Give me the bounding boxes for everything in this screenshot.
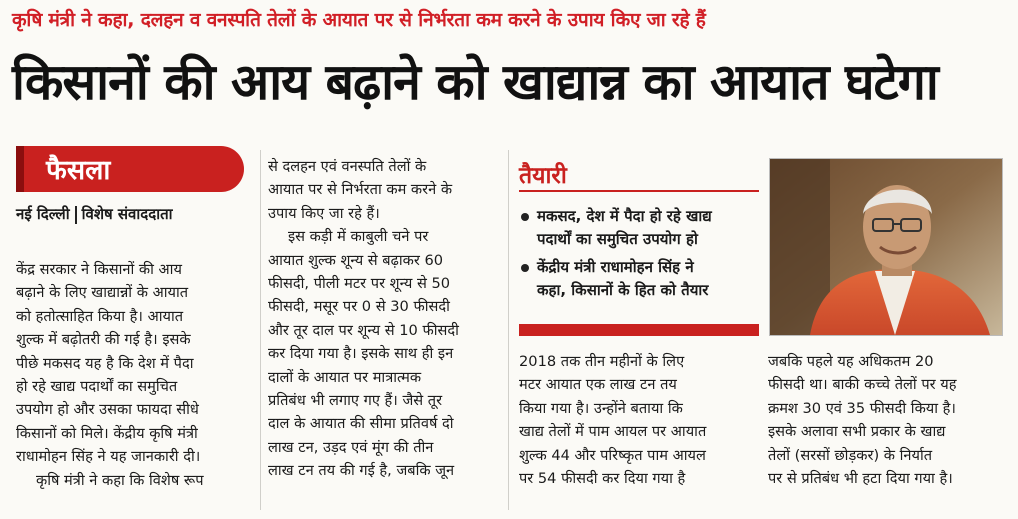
text-line: हो रहे खाद्य पदार्थों का समुचित bbox=[16, 378, 178, 396]
text-line: जबकि पहले यह अधिकतम 20 bbox=[768, 353, 934, 370]
text-line: फीसदी, मसूर पर 0 से 30 फीसदी bbox=[268, 298, 450, 316]
bullet-icon bbox=[521, 213, 529, 221]
text-line: से दलहन एवं वनस्पति तेलों के bbox=[268, 158, 427, 175]
text-line: किसानों को मिले। केंद्रीय कृषि मंत्री bbox=[16, 424, 198, 442]
text-line: मटर आयात एक लाख टन तय bbox=[519, 376, 677, 394]
text-line: दाल के आयात की सीमा प्रतिवर्ष दो bbox=[268, 415, 454, 433]
text-line: इसके अलावा सभी प्रकार के खाद्य bbox=[768, 423, 946, 441]
column-divider bbox=[508, 150, 509, 510]
text-line: बढ़ाने के लिए खाद्यान्नों के आयात bbox=[16, 284, 189, 302]
bullet-line: कहा, किसानों के हित को तैयार bbox=[537, 281, 709, 299]
portrait-image bbox=[770, 159, 1002, 335]
bullet-line: मकसद, देश में पैदा हो रहे खाद्य bbox=[537, 207, 712, 225]
text-line: तेलों (सरसों छोड़कर) के निर्यात bbox=[768, 446, 933, 464]
bullet-line: केंद्रीय मंत्री राधामोहन सिंह ने bbox=[537, 258, 694, 276]
text-line: आयात शुल्क शून्य से बढ़ाकर 60 bbox=[268, 251, 444, 269]
bullet-line: पदार्थों का समुचित उपयोग हो bbox=[537, 230, 698, 248]
box-bottom-strip bbox=[519, 324, 759, 336]
taiyari-bullet-list bbox=[519, 205, 764, 307]
article-column-2 bbox=[268, 155, 496, 483]
text-line: आयात पर से निर्भरता कम करने के bbox=[268, 181, 453, 199]
article-column-4 bbox=[768, 350, 1004, 490]
text-line: शुल्क 44 और परिष्कृत पाम आयल bbox=[519, 446, 706, 464]
text-line: केंद्र सरकार ने किसानों की आय bbox=[16, 261, 182, 278]
section-tab-accent bbox=[16, 146, 24, 192]
column-divider bbox=[260, 150, 261, 510]
text-line: क्रमश 30 एवं 35 फीसदी किया है। bbox=[768, 399, 956, 417]
text-line: किया गया है। उन्होंने बताया कि bbox=[519, 399, 683, 417]
text-line: फीसदी था। बाकी कच्चे तेलों पर यह bbox=[768, 376, 957, 394]
dateline bbox=[16, 204, 256, 224]
text-line: पर 54 फीसदी कर दिया गया है bbox=[519, 470, 686, 488]
text-line: खाद्य तेलों में पाम आयल पर आयात bbox=[519, 423, 707, 441]
text-line: उपाय किए जा रहे हैं। bbox=[268, 204, 380, 222]
article-column-1 bbox=[16, 258, 252, 492]
text-line: को हतोत्साहित किया है। आयात bbox=[16, 307, 184, 325]
text-line: शुल्क में बढ़ोतरी की गई है। इसके bbox=[16, 331, 191, 349]
text-line: फीसदी, पीली मटर पर शून्य से 50 bbox=[268, 275, 451, 293]
dateline-place: नई दिल्ली bbox=[16, 205, 70, 223]
text-line: लाख टन, उड़द एवं मूंग की तीन bbox=[268, 438, 434, 456]
minister-photo bbox=[769, 158, 1003, 336]
text-line: प्रतिबंध भी लगाए गए हैं। जैसे तूर bbox=[268, 392, 443, 410]
section-label: फैसला bbox=[46, 155, 111, 186]
text-line: पीछे मकसद यह है कि देश में पैदा bbox=[16, 354, 194, 372]
kicker-subheadline: कृषि मंत्री ने कहा, दलहन व वनस्पति तेलों के आयात पर से निर्भरता कम करने के उपाय किए जा रहे हैं bbox=[12, 9, 706, 31]
headline: किसानों की आय बढ़ाने को खाद्यान्न का आयात घटेगा bbox=[12, 53, 938, 111]
text-line: इस कड़ी में काबुली चने पर bbox=[288, 228, 429, 246]
text-line: राधामोहन सिंह ने यह जानकारी दी। bbox=[16, 448, 201, 466]
text-line: कृषि मंत्री ने कहा कि विशेष रूप bbox=[36, 471, 204, 489]
text-line: पर से प्रतिबंध भी हटा दिया गया है। bbox=[768, 470, 953, 488]
article-column-3 bbox=[519, 350, 757, 490]
taiyari-underline bbox=[519, 190, 759, 192]
dateline-separator bbox=[75, 206, 77, 224]
text-line: लाख टन तय की गई है, जबकि जून bbox=[268, 462, 455, 480]
dateline-byline: विशेष संवाददाता bbox=[81, 205, 173, 223]
text-line: 2018 तक तीन महीनों के लिए bbox=[519, 353, 685, 370]
bullet-icon bbox=[521, 264, 529, 272]
taiyari-heading: तैयारी bbox=[519, 163, 567, 189]
text-line: और तूर दाल पर शून्य से 10 फीसदी bbox=[268, 321, 459, 339]
text-line: दालों के आयात पर मात्रात्मक bbox=[268, 368, 422, 386]
bullet-item bbox=[519, 256, 764, 302]
text-line: उपयोग हो और उसका फायदा सीधे bbox=[16, 401, 199, 419]
text-line: कर दिया गया है। इसके साथ ही इन bbox=[268, 345, 454, 363]
bullet-item bbox=[519, 205, 764, 251]
